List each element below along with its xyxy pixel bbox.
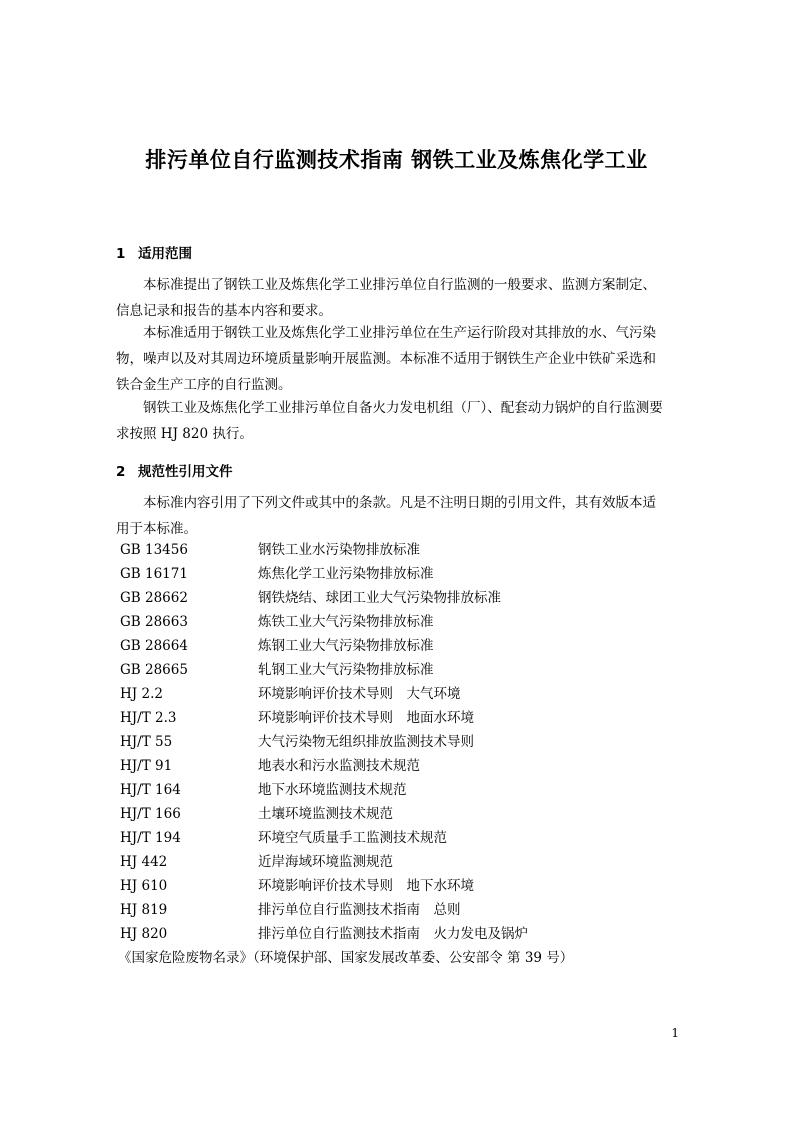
reference-name: 地下水环境监测技术规范 [258,782,407,798]
page-title: 排污单位自行监测技术指南 钢铁工业及炼焦化学工业 [145,148,648,172]
paragraph-line: 求按照 HJ 820 执行。 [116,426,253,442]
paragraph-line: 本标准提出了钢铁工业及炼焦化学工业排污单位自行监测的一般要求、监测方案制定、 [143,277,656,293]
paragraph-line: 信息记录和报告的基本内容和要求。 [116,303,332,319]
reference-item [120,538,680,562]
reference-item [120,754,680,778]
reference-code: HJ/T 91 [120,758,173,774]
reference-name: 大气污染物无组织排放监测技术导则 [258,734,474,750]
paragraph-line: 用于本标准。 [116,521,197,537]
paragraph-scope-1 [116,272,682,324]
reference-item [120,562,680,586]
reference-code: GB 28664 [120,638,188,654]
section-title: 适用范围 [138,246,192,262]
reference-code: GB 28662 [120,590,188,606]
paragraph-line: 钢铁工业及炼焦化学工业排污单位自备火力发电机组（厂）、配套动力锅炉的自行监测要 [143,400,663,416]
reference-item [120,634,680,658]
reference-name: 炼焦化学工业污染物排放标准 [258,566,434,582]
reference-item [120,706,680,730]
reference-item [120,874,680,898]
reference-code: HJ/T 55 [120,734,173,750]
reference-item [120,610,680,634]
reference-name: 环境影响评价技术导则 大气环境 [258,686,461,702]
paragraph-line: 铁合金生产工序的自行监测。 [116,377,292,393]
reference-name: 排污单位自行监测技术指南 火力发电及锅炉 [258,926,528,942]
reference-code: GB 28663 [120,614,188,630]
reference-name: 近岸海域环境监测规范 [258,854,393,870]
reference-list [120,538,680,946]
reference-name: 排污单位自行监测技术指南 总则 [258,902,461,918]
reference-item [120,586,680,610]
reference-item [120,802,680,826]
reference-item [120,658,680,682]
section-number: 2 [116,464,126,480]
reference-code: HJ/T 164 [120,782,181,798]
page-number: 1 [671,1026,679,1040]
reference-name: 环境空气质量手工监测技术规范 [258,830,447,846]
reference-code: HJ/T 194 [120,830,181,846]
paragraph-scope-3 [116,395,682,447]
reference-code: GB 16171 [120,566,188,582]
reference-code: HJ 820 [120,926,168,942]
paragraph-references-intro [116,490,682,542]
section-title: 规范性引用文件 [138,464,233,480]
reference-item [120,826,680,850]
paragraph-line: 本标准适用于钢铁工业及炼焦化学工业排污单位在生产运行阶段对其排放的水、气污染 [143,325,656,341]
reference-code: GB 13456 [120,542,188,558]
reference-name: 环境影响评价技术导则 地下水环境 [258,878,474,894]
reference-name: 环境影响评价技术导则 地面水环境 [258,710,474,726]
reference-code: HJ 442 [120,854,168,870]
section-heading-1 [116,242,192,262]
reference-item [120,682,680,706]
hazardous-waste-catalog-reference: 《国家危险废物名录》（环境保护部、国家发展改革委、公安部令 第 39 号） [118,950,574,966]
reference-code: HJ/T 2.3 [120,710,177,726]
reference-name: 钢铁工业水污染物排放标准 [258,542,420,558]
reference-code: HJ/T 166 [120,806,181,822]
reference-item [120,730,680,754]
reference-code: GB 28665 [120,662,188,678]
reference-item [120,850,680,874]
reference-name: 炼钢工业大气污染物排放标准 [258,638,434,654]
reference-code: HJ 610 [120,878,168,894]
paragraph-scope-2 [116,320,682,398]
reference-item [120,898,680,922]
reference-name: 土壤环境监测技术规范 [258,806,393,822]
reference-item [120,778,680,802]
reference-name: 地表水和污水监测技术规范 [258,758,420,774]
reference-name: 轧钢工业大气污染物排放标准 [258,662,434,678]
reference-name: 钢铁烧结、球团工业大气污染物排放标准 [258,590,501,606]
section-heading-2 [116,460,233,480]
section-number: 1 [116,246,126,262]
paragraph-line: 物，噪声以及对其周边环境质量影响开展监测。本标准不适用于钢铁生产企业中铁矿采选和 [116,351,656,367]
reference-code: HJ 2.2 [120,686,163,702]
reference-item [120,922,680,946]
reference-code: HJ 819 [120,902,168,918]
paragraph-line: 本标准内容引用了下列文件或其中的条款。凡是不注明日期的引用文件，其有效版本适 [143,495,656,511]
reference-name: 炼铁工业大气污染物排放标准 [258,614,434,630]
